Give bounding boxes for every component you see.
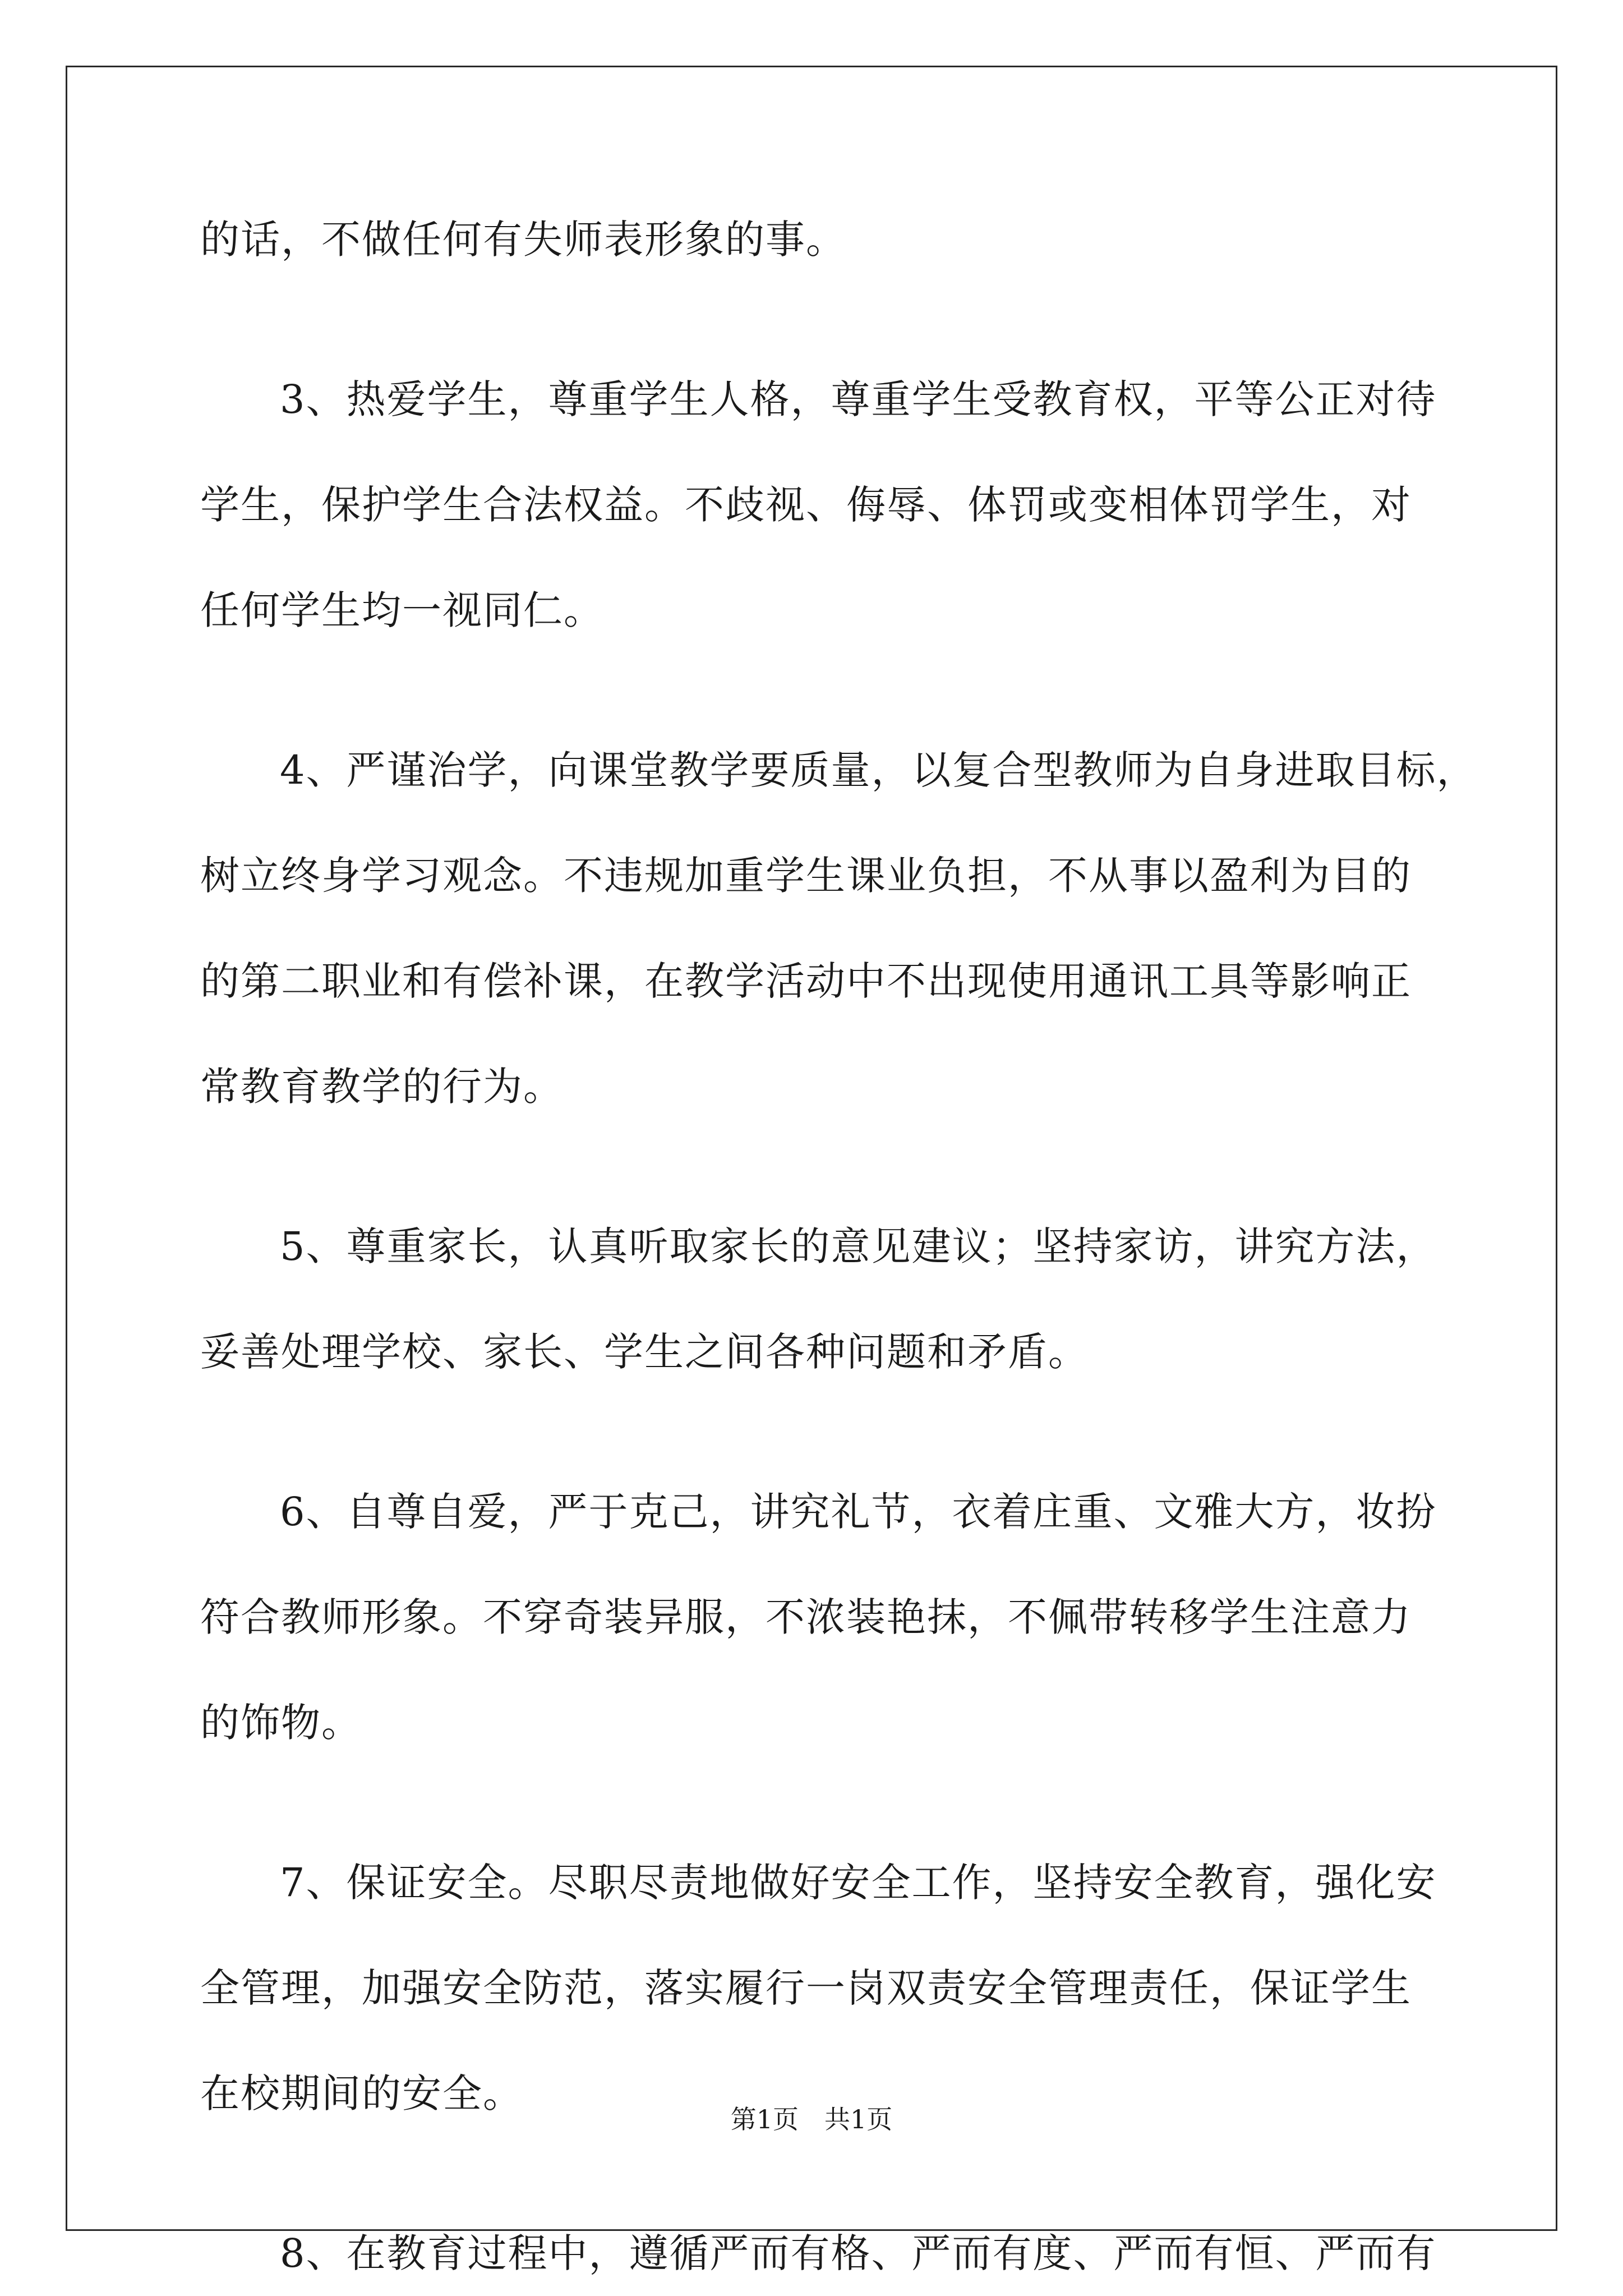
text-line: 4、严谨治学，向课堂教学要质量，以复合型教师为自身进取目标，	[280, 747, 1477, 793]
text-line: 常教育教学的行为。	[200, 1064, 564, 1110]
text-line: 的第二职业和有偿补课，在教学活动中不出现使用通讯工具等影响正	[200, 958, 1412, 1004]
text-line: 全管理，加强安全防范，落实履行一岗双责安全管理责任，保证学生	[200, 1965, 1412, 2011]
text-line: 学生，保护学生合法权益。不歧视、侮辱、体罚或变相体罚学生，对	[200, 482, 1412, 528]
text-line: 8、在教育过程中，遵循严而有格、严而有度、严而有恒、严而有	[280, 2230, 1437, 2276]
text-line: 7、保证安全。尽职尽责地做好安全工作，坚持安全教育，强化安	[280, 1860, 1437, 1906]
text-line: 妥善处理学校、家长、学生之间各种问题和矛盾。	[200, 1329, 1089, 1375]
text-line: 在校期间的安全。	[200, 2070, 523, 2116]
text-line: 树立终身学习观念。不违规加重学生课业负担，不从事以盈利为目的	[200, 853, 1412, 899]
text-line: 6、自尊自爱，严于克己，讲究礼节，衣着庄重、文雅大方，妆扮	[280, 1489, 1437, 1535]
document-body	[200, 213, 1477, 2280]
text-line: 的饰物。	[200, 1700, 362, 1746]
page-footer: 第1页 共1页	[730, 2104, 893, 2134]
text-line: 5、尊重家长，认真听取家长的意见建议；坚持家访，讲究方法，	[280, 1223, 1437, 1269]
text-line: 的话，不做任何有失师表形象的事。	[200, 217, 846, 263]
text-line: 3、热爱学生，尊重学生人格，尊重学生受教育权，平等公正对待	[280, 376, 1437, 422]
text-line: 任何学生均一视同仁。	[200, 587, 604, 633]
text-line: 符合教师形象。不穿奇装异服，不浓装艳抹，不佩带转移学生注意力	[200, 1594, 1412, 1640]
